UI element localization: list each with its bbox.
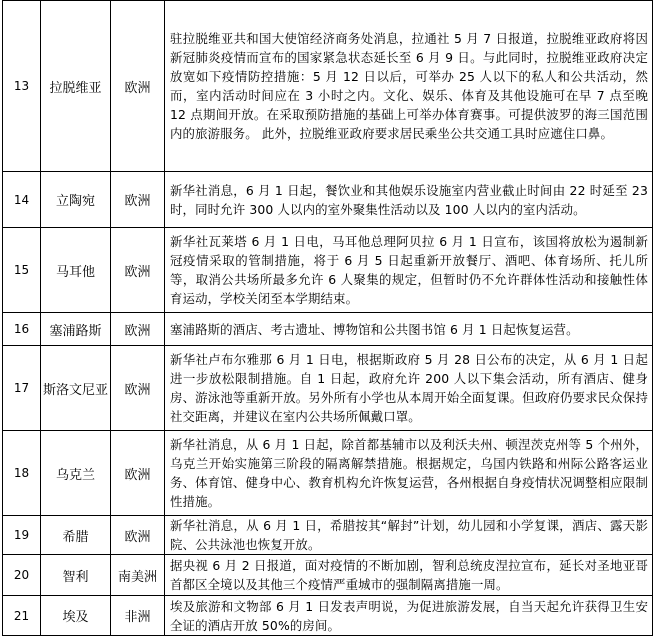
row-number: 17 <box>3 346 41 431</box>
country-name: 希腊 <box>41 516 111 555</box>
country-name: 智利 <box>41 555 111 596</box>
measures-text: 新华社消息，6 月 1 日起，餐饮业和其他娱乐设施室内营业截止时间由 22 时延至 23 时，同时允许 300 人以内的室外聚集性活动以及 100 人以内的室内活动。 <box>165 172 653 228</box>
country-name: 立陶宛 <box>41 172 111 228</box>
measures-text: 新华社消息，从 6 月 1 日起，除首都基辅市以及利沃夫州、顿涅茨克州等 5 个州外，乌克兰开始实施第三阶段的隔离解禁措施。根据规定，乌国内铁路和州际公路客运业务、体育馆、健身中心、教育机构允许恢复运营，各州根据自身疫情状况调整相应限制性措施。 <box>165 431 653 516</box>
measures-text: 据央视 6 月 2 日报道，面对疫情的不断加剧，智利总统皮涅拉宣布，延长对圣地亚哥首都区全境以及其他三个疫情严重城市的强制隔离措施一周。 <box>165 555 653 596</box>
country-name: 拉脱维亚 <box>41 1 111 172</box>
table-row <box>3 228 653 313</box>
row-number: 19 <box>3 516 41 555</box>
row-number: 13 <box>3 1 41 172</box>
country-name: 塞浦路斯 <box>41 313 111 346</box>
measures-text: 驻拉脱维亚共和国大使馆经济商务处消息，拉通社 5 月 7 日报道，拉脱维亚政府将因新冠肺炎疫情而宣布的国家紧急状态延长至 6 月 9 日。与此同时，拉脱维亚政府决定放宽如下疫情防控措施：5 月 12 日以后，可举办 25 人以下的私人和公共活动，然而，室内活动时间应在 3 小时之内。文化、娱乐、体育及其他设施可在早 7 点至晚 12 点期间开放。在采取预防措施的基础上可举办体育赛事。可提供波罗的海三国范围内的旅游服务。 此外，拉脱维亚政府要求居民乘坐公共交通工具时应遮住口鼻。 <box>165 1 653 172</box>
country-name: 乌克兰 <box>41 431 111 516</box>
row-number: 20 <box>3 555 41 596</box>
row-number: 14 <box>3 172 41 228</box>
measures-text: 新华社瓦莱塔 6 月 1 日电，马耳他总理阿贝拉 6 月 1 日宣布，该国将放松为遏制新冠疫情采取的管制措施，将于 6 月 5 日起重新开放餐厅、酒吧、体育场所、托儿所等，取消公共场所最多允许 6 人聚集的规定，但暂时仍不允许群体性活动和接触性体育运动，学校关闭至本学期结束。 <box>165 228 653 313</box>
region-name: 南美洲 <box>111 555 165 596</box>
region-name: 欧洲 <box>111 1 165 172</box>
row-number: 16 <box>3 313 41 346</box>
table-row <box>3 596 653 636</box>
region-name: 欧洲 <box>111 516 165 555</box>
row-number: 15 <box>3 228 41 313</box>
table-row <box>3 313 653 346</box>
row-number: 18 <box>3 431 41 516</box>
table-row <box>3 1 653 172</box>
region-name: 欧洲 <box>111 228 165 313</box>
measures-table <box>2 0 653 636</box>
country-name: 马耳他 <box>41 228 111 313</box>
table-row <box>3 555 653 596</box>
measures-text: 新华社卢布尔雅那 6 月 1 日电，根据斯政府 5 月 28 日公布的决定，从 6 月 1 日起进一步放松限制措施。自 1 日起，政府允许 200 人以下集会活动，所有酒店、健身房、游泳池等重新开放。另外所有小学也从本周开始全面复课。但政府仍要求民众保持社交距离，并建议在室内公共场所佩戴口罩。 <box>165 346 653 431</box>
region-name: 欧洲 <box>111 431 165 516</box>
table-row <box>3 516 653 555</box>
table-row <box>3 346 653 431</box>
region-name: 欧洲 <box>111 172 165 228</box>
region-name: 欧洲 <box>111 346 165 431</box>
region-name: 非洲 <box>111 596 165 636</box>
table-row <box>3 431 653 516</box>
country-name: 斯洛文尼亚 <box>41 346 111 431</box>
measures-text: 塞浦路斯的酒店、考古遗址、博物馆和公共图书馆 6 月 1 日起恢复运营。 <box>165 313 653 346</box>
region-name: 欧洲 <box>111 313 165 346</box>
measures-text: 新华社消息，从 6 月 1 日，希腊按其“解封”计划，幼儿园和小学复课，酒店、露天影院、公共泳池也恢复开放。 <box>165 516 653 555</box>
measures-text: 埃及旅游和文物部 6 月 1 日发表声明说，为促进旅游发展，自当天起允许获得卫生安全证的酒店开放 50%的房间。 <box>165 596 653 636</box>
table-row <box>3 172 653 228</box>
row-number: 21 <box>3 596 41 636</box>
country-name: 埃及 <box>41 596 111 636</box>
